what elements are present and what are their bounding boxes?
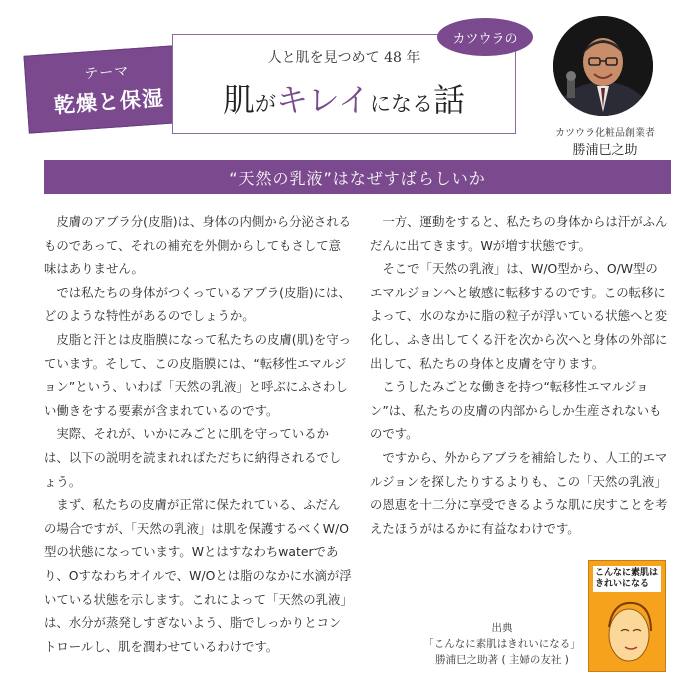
- brand-badge: カツウラの: [437, 18, 533, 56]
- source-author: 勝浦巳之助著 ( 主婦の友社 ): [435, 654, 569, 666]
- article-paragraph: 皮脂と汗とは皮脂膜になって私たちの皮膚(肌)を守っています。そして、この皮脂膜には、“転移性エマルジョン”という、いわば「天然の乳液」と呼ぶにふさわしい働きをする要素が含まれているのです。: [44, 331, 352, 418]
- theme-label: テーマ: [83, 63, 130, 83]
- founder-name: 勝浦巳之助: [572, 143, 638, 158]
- source-label: 出典: [491, 622, 513, 634]
- theme-box: [23, 44, 192, 133]
- section-title: “天然の乳液”はなぜすばらしいか: [44, 160, 671, 194]
- article-column-left: [44, 210, 352, 658]
- article-paragraph: まず、私たちの皮膚が正常に保たれている、ふだんの場合ですが、「天然の乳液」は肌を保護するべくW/O型の状態になっています。Wとはすなわちwaterであり、Oすなわちオイルで、W/Oとは脂のなかに水滴が浮いている状態を示します。これによって「天然の乳液」は、水分が蒸発しすぎないよう、脂でしっかりとコントロールし、肌を潤わせているわけです。: [44, 497, 352, 654]
- page-title: [173, 75, 515, 121]
- founder-role: カツウラ化粧品創業者: [555, 128, 655, 139]
- title-subtitle: 人と肌を見つめて 48 年: [267, 50, 421, 66]
- article-paragraph: では私たちの身体がつくっているアブラ(皮脂)には、どのような特性があるのでしょうか。: [44, 284, 351, 324]
- founder-portrait: [553, 16, 653, 116]
- article-paragraph: 実際、それが、いかにみごとに肌を守っているかは、以下の説明を読まれればただちに納得されるでしょう。: [44, 426, 342, 489]
- article-paragraph: ですから、外からアブラを補給したり、人工的エマルジョンを探したりするよりも、この「天然の乳液」の恩恵を十二分に享受できるような肌に戻すことを考えたほうがはるかに有益なわけです。: [370, 449, 668, 536]
- title-part4: になる: [370, 92, 434, 116]
- title-part3: キレイ: [275, 81, 371, 119]
- book-cover-title: こんなに素肌はきれいになる: [593, 566, 661, 592]
- article-column-right: [370, 210, 670, 540]
- article-paragraph: 皮膚のアブラ分(皮脂)は、身体の内側から分泌されるものであって、それの補充を外側からしてもさして意味はありません。: [44, 214, 352, 277]
- article-paragraph: こうしたみごとな働きを持つ“転移性エマルジョン”は、私たちの皮膚の内部からしか生産されないものです。: [370, 379, 662, 442]
- theme-title: 乾燥と保湿: [53, 86, 165, 118]
- article-paragraph: そこで「天然の乳液」は、W/O型から、O/W型のエマルジョンへと敏感に転移するのです。この転移によって、水のなかに脂の粒子が浮いている状態へと変化し、ふき出してくる汗を次から次へと身体の外部に出して、私たちの身体と皮膚を守ります。: [370, 261, 668, 371]
- article-paragraph: 一方、運動をすると、私たちの身体からは汗がふんだんに出てきます。Wが増す状態です。: [370, 214, 668, 253]
- title-part5: 話: [433, 81, 466, 119]
- title-part1: 肌: [222, 81, 255, 119]
- founder-portrait-image: [553, 16, 653, 116]
- title-part2: が: [254, 92, 276, 116]
- source-credit: [402, 620, 602, 668]
- book-cover-illustration: [589, 561, 666, 672]
- book-cover: [588, 560, 666, 672]
- source-book: 「こんなに素肌はきれいになる」: [423, 638, 581, 650]
